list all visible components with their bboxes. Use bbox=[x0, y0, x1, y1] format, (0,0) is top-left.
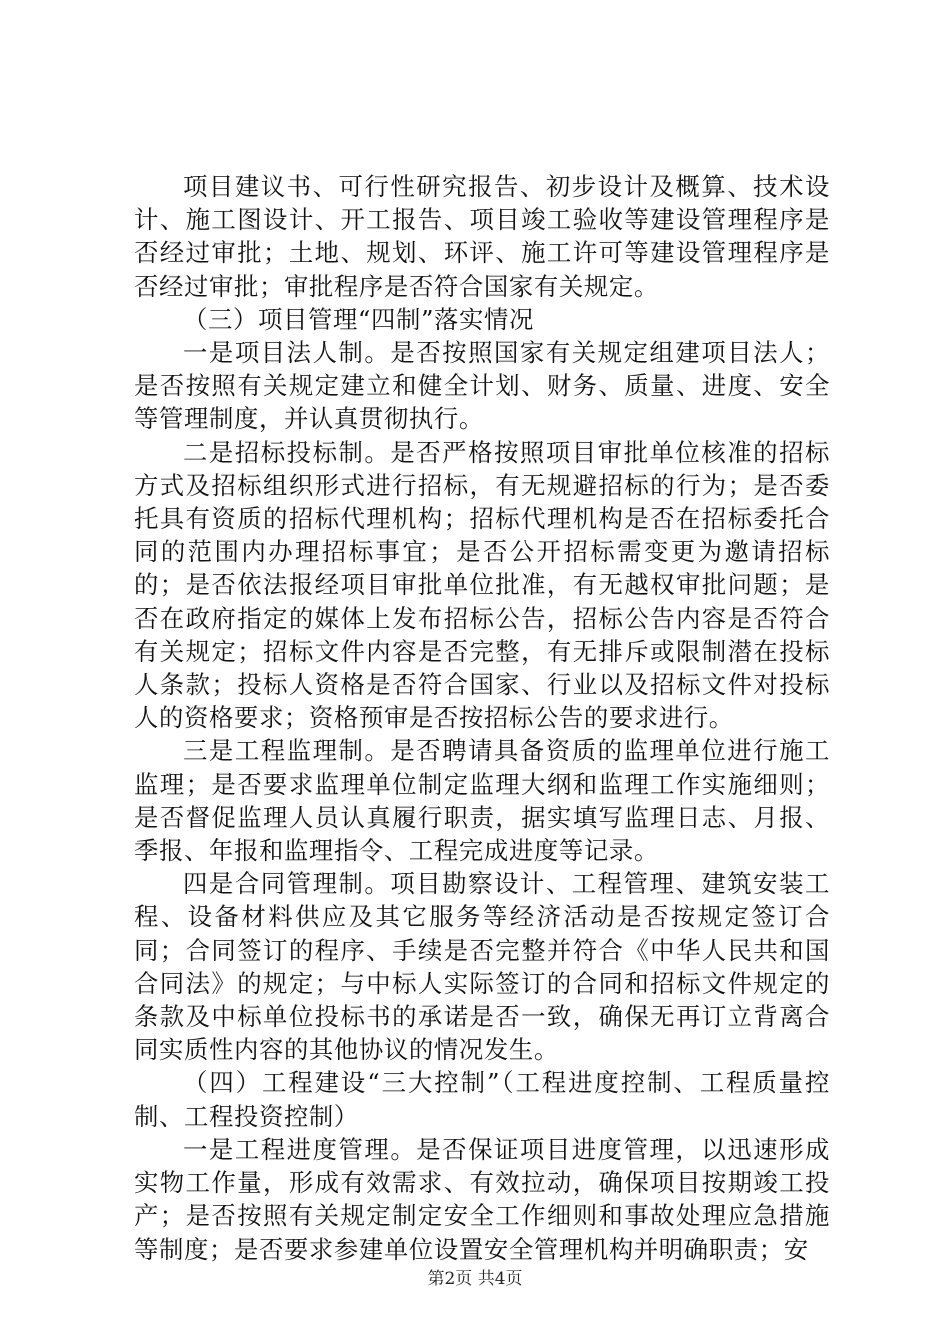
paragraph-progress-management: 一是工程进度管理。是否保证项目进度管理，以迅速形成实物工作量，形成有效需求、有效拉动，确保项目按期竣工投产；是否按照有关规定制定安全工作细则和事故处理应急措施等制度；是否要求参建单位设置安全管理机构并明确职责；安 bbox=[134, 1134, 830, 1264]
paragraph-legal-person-system: 一是项目法人制。是否按照国家有关规定组建项目法人；是否按照有关规定建立和健全计划、财务、质量、进度、安全等管理制度，并认真贯彻执行。 bbox=[134, 338, 830, 434]
section-heading-three-controls: （四）工程建设“三大控制”（工程进度控制、工程质量控制、工程投资控制） bbox=[134, 1068, 830, 1131]
page-footer: 第2页 共4页 bbox=[427, 1269, 523, 1289]
document-body bbox=[134, 170, 830, 1266]
paragraph-contract-system: 四是合同管理制。项目勘察设计、工程管理、建筑安装工程、设备材料供应及其它服务等经济活动是否按规定签订合同；合同签订的程序、手续是否完整并符合《中华人民共和国合同法》的规定；与中标人实际签订的合同和招标文件规定的条款及中标单位投标书的承诺是否一致，确保无再订立背离合同实质性内容的其他协议的情况发生。 bbox=[134, 869, 830, 1065]
paragraph-supervision-system: 三是工程监理制。是否聘请具备资质的监理单位进行施工监理；是否要求监理单位制定监理大纲和监理工作实施细则；是否督促监理人员认真履行职责，据实填写监理日志、月报、季报、年报和监理指令、工程完成进度等记录。 bbox=[134, 736, 830, 866]
paragraph-bidding-system: 二是招标投标制。是否严格按照项目审批单位核准的招标方式及招标组织形式进行招标，有无规避招标的行为；是否委托具有资质的招标代理机构；招标代理机构是否在招标委托合同的范围内办理招标事宜；是否公开招标需变更为邀请招标的；是否依法报经项目审批单位批准，有无越权审批问题；是否在政府指定的媒体上发布招标公告，招标公告内容是否符合有关规定；招标文件内容是否完整，有无排斥或限制潜在投标人条款；投标人资格是否符合国家、行业以及招标文件对投标人的资格要求；资格预审是否按招标公告的要求进行。 bbox=[134, 437, 830, 733]
section-heading-four-systems: （三）项目管理“四制”落实情况 bbox=[183, 304, 535, 334]
paragraph-approval-procedures: 项目建议书、可行性研究报告、初步设计及概算、技术设计、施工图设计、开工报告、项目竣工验收等建设管理程序是否经过审批；土地、规划、环评、施工许可等建设管理程序是否经过审批；审批程序是否符合国家有关规定。 bbox=[134, 172, 830, 301]
